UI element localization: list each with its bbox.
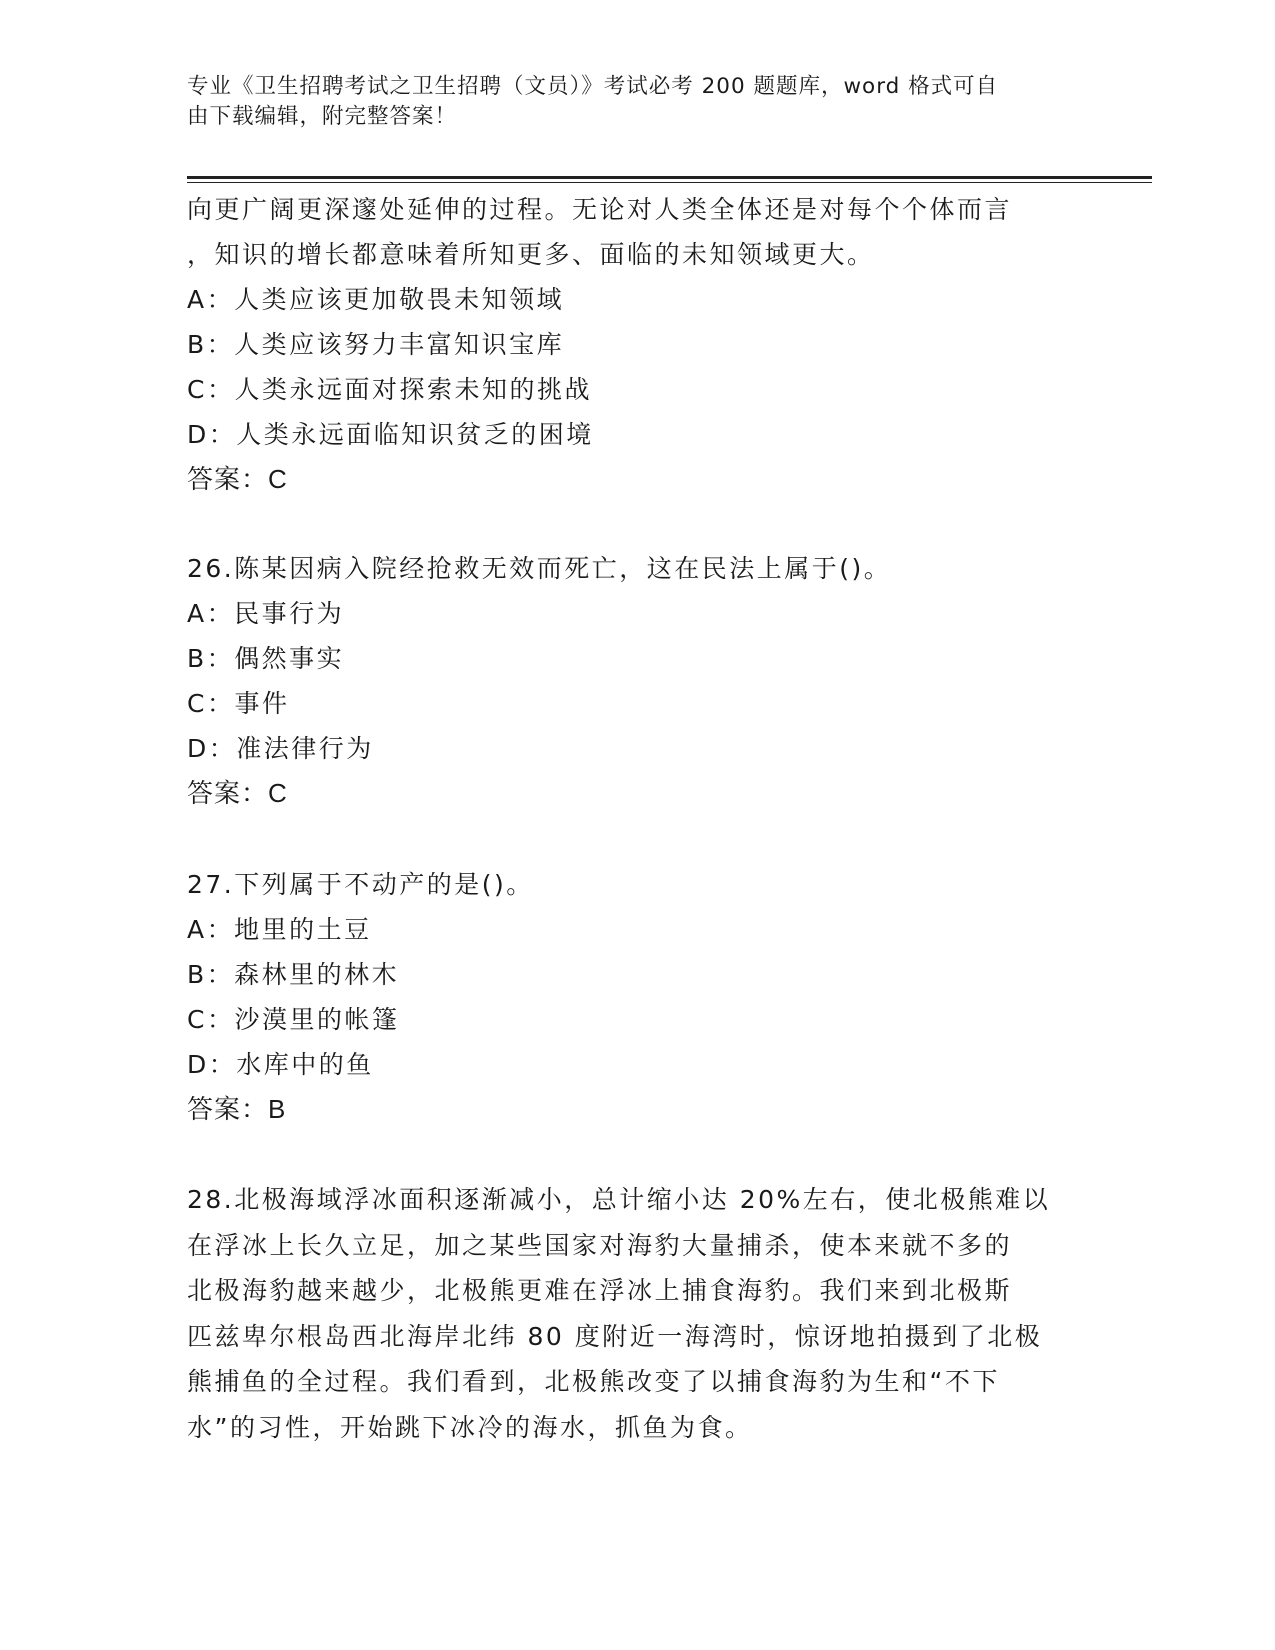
answer: 答案：C bbox=[187, 464, 288, 494]
question-text: 27.下列属于不动产的是()。 bbox=[187, 870, 534, 899]
header-line-1: 专业《卫生招聘考试之卫生招聘（文员）》考试必考 200 题题库，word 格式可自 bbox=[187, 74, 999, 99]
question-text-line: 28.北极海域浮冰面积逐渐减小，总计缩小达 20%左右，使北极熊难以 bbox=[187, 1185, 1051, 1214]
question-text-line: 北极海豹越来越少，北极熊更难在浮冰上捕食海豹。我们来到北极斯 bbox=[187, 1276, 1013, 1305]
option-a: A：地里的土豆 bbox=[187, 915, 372, 944]
question-25 bbox=[187, 187, 1067, 502]
header-line-2: 由下载编辑，附完整答案！ bbox=[187, 104, 458, 129]
question-text-line: 熊捕鱼的全过程。我们看到，北极熊改变了以捕食海豹为生和“不下 bbox=[187, 1367, 1000, 1396]
option-a: A：人类应该更加敬畏未知领域 bbox=[187, 285, 565, 314]
question-text: 26.陈某因病入院经抢救无效而死亡，这在民法上属于()。 bbox=[187, 554, 892, 583]
option-b: B：森林里的林木 bbox=[187, 960, 400, 989]
answer: 答案：B bbox=[187, 1094, 287, 1124]
question-26 bbox=[187, 546, 1067, 816]
option-c: C：事件 bbox=[187, 689, 290, 718]
header-rule-thick bbox=[187, 176, 1152, 179]
question-text-line: 水”的习性，开始跳下冰冷的海水，抓鱼为食。 bbox=[187, 1412, 753, 1442]
question-28 bbox=[187, 1177, 1067, 1450]
question-text-line: 匹兹卑尔根岛西北海岸北纬 80 度附近一海湾时，惊讶地拍摄到了北极 bbox=[187, 1321, 1043, 1351]
document-header bbox=[187, 72, 1067, 132]
option-c: C：人类永远面对探索未知的挑战 bbox=[187, 375, 592, 404]
option-d: D：人类永远面临知识贫乏的困境 bbox=[187, 420, 594, 449]
option-c: C：沙漠里的帐篷 bbox=[187, 1005, 400, 1034]
option-d: D：准法律行为 bbox=[187, 734, 374, 763]
option-b: B：偶然事实 bbox=[187, 644, 345, 673]
header-rule-thin bbox=[187, 182, 1152, 183]
answer: 答案：C bbox=[187, 778, 288, 808]
question-text-line: 向更广阔更深邃处延伸的过程。无论对人类全体还是对每个个体而言 bbox=[187, 195, 1013, 224]
option-b: B：人类应该努力丰富知识宝库 bbox=[187, 330, 565, 359]
question-text-line: ，知识的增长都意味着所知更多、面临的未知领域更大。 bbox=[187, 240, 875, 269]
question-27 bbox=[187, 862, 1067, 1132]
option-a: A：民事行为 bbox=[187, 599, 345, 628]
option-d: D：水库中的鱼 bbox=[187, 1050, 374, 1079]
question-text-line: 在浮冰上长久立足，加之某些国家对海豹大量捕杀，使本来就不多的 bbox=[187, 1230, 1013, 1260]
